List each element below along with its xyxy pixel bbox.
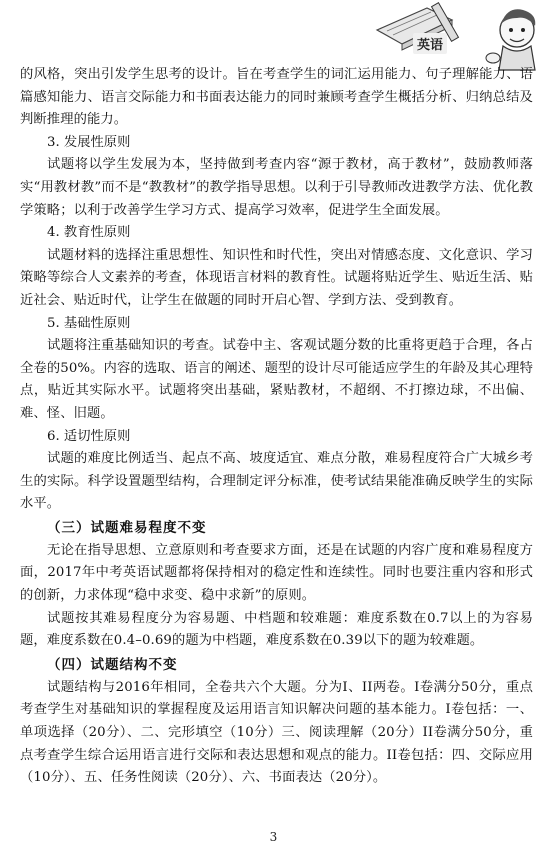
cartoon-student-illustration bbox=[357, 0, 547, 72]
paragraph-intro-continued: 的风格，突出引发学生思考的设计。旨在考查学生的词汇运用能力、句子理解能力、语篇感知能力、语言交际能力和书面表达能力的同时兼顾考查学生概括分析、归纳总结及判断推理的能力。 bbox=[20, 67, 533, 128]
page-number: 3 bbox=[269, 830, 278, 844]
paragraph-difficulty-levels: 试题按其难易程度分为容易题、中档题和较难题：难度系数在0.7以上的为容易题，难度系数在0.4–0.69的题为中档题，难度系数在0.39以下的题为较难题。 bbox=[20, 610, 533, 649]
heading-basic-principle: 5. 基础性原则 bbox=[47, 315, 131, 331]
paragraph-basic-principle: 试题将注重基础知识的考查。试卷中主、客观试题分数的比重将更趋于合理，各占全卷的50%。内容的选取、语言的阐述、题型的设计尽可能适应学生的年龄及其心理特点，贴近其实际水平。试题将突出基础，紧贴教材，不超纲、不打擦边球，不出偏、难、怪、旧题。 bbox=[20, 338, 533, 421]
paragraph-difficulty-stability: 无论在指导思想、立意原则和考查要求方面，还是在试题的内容广度和难易程度方面，2017年中考英语试题都将保持相对的稳定性和连续性。同时也要注重内容和形式的创新，力求体现“稳中求变、稳中求新”的原则。 bbox=[20, 542, 533, 604]
paragraph-education-principle: 试题材料的选择注重思想性、知识性和时代性，突出对情感态度、文化意识、学习策略等综合人文素养的考查，体现语言材料的教育性。试题将贴近学生、贴近生活、贴近社会、贴近时代，让学生在做题的同时开启心智、学到方法、受到教育。 bbox=[20, 247, 533, 308]
subject-label: 英语 bbox=[413, 33, 447, 54]
section-heading-structure: （四）试题结构不变 bbox=[47, 656, 178, 673]
page-body bbox=[20, 64, 533, 790]
paragraph-suitability-principle: 试题的难度比例适当、起点不高、坡度适宜、难点分散，难易程度符合广大城乡考生的实际。科学设置题型结构，合理制定评分标准，使考试结果能准确反映学生的实际水平。 bbox=[20, 451, 533, 512]
section-heading-difficulty: （三）试题难易程度不变 bbox=[47, 519, 207, 536]
header-decoration bbox=[357, 0, 547, 72]
heading-development-principle: 3. 发展性原则 bbox=[47, 134, 131, 150]
heading-education-principle: 4. 教育性原则 bbox=[47, 225, 131, 241]
heading-suitability-principle: 6. 适切性原则 bbox=[47, 428, 131, 444]
paragraph-structure: 试题结构与2016年相同，全卷共六个大题。分为I、II两卷。I卷满分50分，重点考查学生对基础知识的掌握程度及运用语言知识解决问题的基本能力。I卷包括：一、单项选择（20分）、二、完形填空（10分）三、阅读理解（20分）II卷满分50分，重点考查学生综合运用语言进行交际和表达思想和观点的能力。II卷包括：四、交际应用（10分）、五、任务性阅读（20分）、六、书面表达（20分）。 bbox=[20, 679, 533, 786]
paragraph-development-principle: 试题将以学生发展为本，坚持做到考查内容“源于教材，高于教材”，鼓励教师落实“用教材教”而不是“教教材”的教学指导思想。以利于引导教师改进教学方法、优化教学策略；以利于改善学生学习方式、提高学习效率，促进学生全面发展。 bbox=[20, 157, 533, 218]
